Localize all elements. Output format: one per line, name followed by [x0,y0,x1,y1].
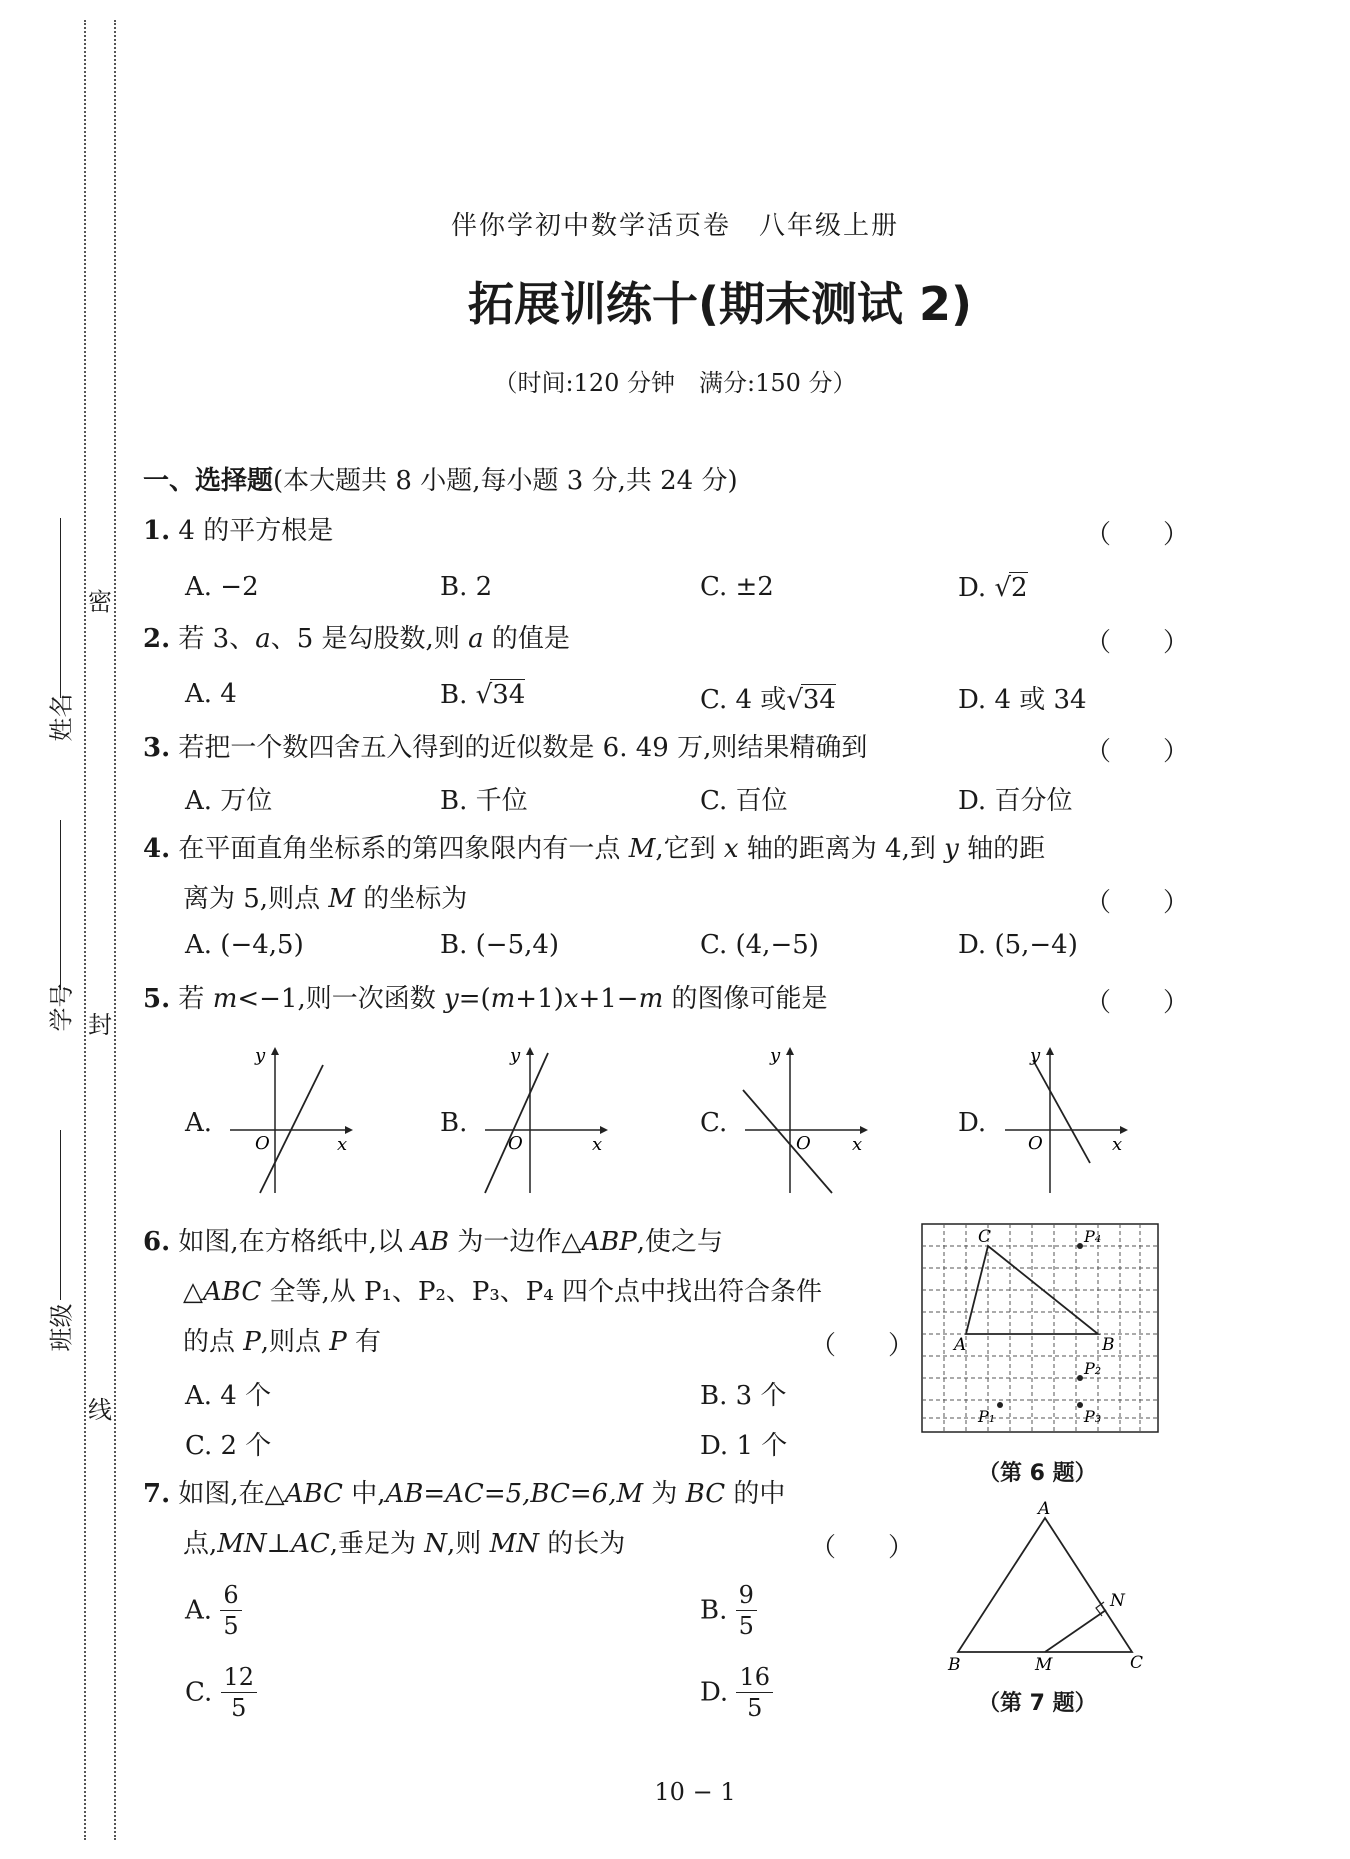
question-number: 6. [143,1227,171,1257]
option-b[interactable]: B. 3 个 [700,1381,787,1411]
text: 的中 [725,1479,786,1509]
sqrt-sign: √ [994,573,1012,603]
denominator: 5 [231,1694,247,1722]
question-7-line2 [183,1527,625,1561]
var-ac: AC [291,1529,330,1559]
numerator: 6 [220,1580,241,1611]
text: 如图,在△ [178,1479,285,1509]
denominator: 5 [738,1612,754,1640]
var-p: P [243,1327,261,1357]
student-id-field[interactable] [60,820,71,990]
var-p: P [329,1327,347,1357]
var-m: m [490,984,516,1014]
text: 的长为 [538,1529,626,1559]
y-label: y [510,1045,521,1066]
text: ,垂足为 [329,1529,425,1559]
question-text: 若把一个数四舍五入得到的近似数是 6. 49 万,则结果精确到 [178,733,868,763]
option-c[interactable] [700,679,836,716]
x-label: x [592,1134,603,1155]
segment-mn [1045,1610,1106,1652]
section-title-note: (本大题共 8 小题,每小题 3 分,共 24 分) [273,466,738,496]
option-a[interactable]: A. (−4,5) [185,930,304,960]
grid-figure [920,1222,1160,1434]
text: ,则点 [260,1327,330,1357]
denominator: 5 [223,1612,239,1640]
text: 点, [183,1529,218,1559]
option-b[interactable]: B. 千位 [440,786,528,816]
binding-feng: 封 [88,1005,112,1040]
option-d[interactable] [700,1662,773,1723]
answer-blank[interactable]: （ ） [810,1331,915,1361]
fraction [221,1662,258,1723]
text: ,使之与 [636,1227,724,1257]
label-a: A [1038,1500,1051,1519]
label-p3: P₃ [1084,1407,1102,1426]
var-ab: AB [411,1227,450,1257]
option-d-label[interactable]: D. [958,1108,987,1138]
figure-6-caption: （第 6 题） [978,1461,1097,1486]
origin-label: O [1028,1133,1043,1154]
question-number: 1. [143,516,171,546]
y-arrow [786,1047,794,1055]
question-number: 3. [143,733,171,763]
option-a[interactable]: A. −2 [185,572,259,602]
answer-blank[interactable]: （ ） [1085,988,1190,1018]
name-field[interactable] [60,518,71,698]
student-id-label: 学号 [47,983,76,1032]
question-1-stem [143,514,333,548]
page-number: 10 − 1 [654,1778,736,1806]
question-7-line1 [143,1477,785,1511]
question-6-line2 [183,1275,822,1309]
option-c-prefix: C. 4 或 [700,685,787,715]
origin-label: O [255,1133,270,1154]
var-abc: ABC [284,1479,343,1509]
question-number: 2. [143,624,171,654]
var-m: M [628,834,656,864]
text: 若 3、 [178,624,256,654]
option-b[interactable] [700,1580,757,1641]
text: +1) [515,984,564,1014]
radicand: 2 [1011,573,1028,603]
point-p4 [1077,1243,1083,1249]
y-label: y [1030,1045,1041,1066]
x-label: x [852,1134,863,1155]
text: 轴的距 [958,834,1046,864]
option-c[interactable]: C. ±2 [700,572,774,602]
var-a: a [468,624,484,654]
triangle-abc [958,1518,1132,1652]
graph-a[interactable] [225,1045,355,1195]
option-c-prefix: C. [185,1677,213,1708]
text: 的值是 [483,624,570,654]
text: 如图,在方格纸中,以 [178,1227,412,1257]
option-b-prefix: B. [440,680,476,710]
answer-blank[interactable]: （ ） [1085,520,1190,550]
answer-blank[interactable]: （ ） [1085,628,1190,658]
series-title: 伴你学初中数学活页卷 八年级上册 [450,211,899,241]
text: <−1,则一次函数 [237,984,444,1014]
text: 为 [643,1479,686,1509]
var-bc: BC [685,1479,726,1509]
text: 离为 5,则点 [183,884,329,914]
var-y: y [444,984,459,1014]
numerator: 9 [736,1580,757,1611]
question-3-stem [143,731,867,765]
question-number: 5. [143,984,171,1014]
option-c[interactable]: C. 百位 [700,786,788,816]
var-m: m [638,984,664,1014]
option-d[interactable]: D. 4 或 34 [958,685,1087,715]
question-4-line1 [143,832,1045,866]
option-b-label[interactable]: B. [440,1108,468,1138]
option-b-prefix: B. [700,1595,728,1626]
x-arrow [600,1126,608,1134]
option-d[interactable]: D. (5,−4) [958,930,1078,960]
radicand: 34 [492,680,526,710]
y-arrow [526,1047,534,1055]
binding-mi: 密 [88,582,112,617]
var-abc: ABC [203,1277,262,1307]
graph-b[interactable] [480,1045,610,1195]
page-title: 拓展训练十(期末测试 2) [467,277,973,331]
option-a[interactable] [185,1580,242,1641]
var-y: y [944,834,959,864]
text: ,则 [447,1529,490,1559]
option-a[interactable]: A. 万位 [185,786,273,816]
label-b: B [948,1655,961,1675]
text: =( [458,984,491,1014]
option-b[interactable]: B. 2 [440,572,493,602]
figure-7-caption: （第 7 题） [978,1691,1097,1716]
question-2-stem [143,622,570,656]
text: 的坐标为 [354,884,468,914]
var-m: M [328,884,355,914]
label-p4: P₄ [1084,1227,1102,1246]
function-line [743,1090,832,1193]
text: 为一边作△ [449,1227,582,1257]
label-n: N [1110,1591,1125,1611]
var-x: x [723,834,739,864]
var-m: m [212,984,238,1014]
sqrt-sign: √ [786,685,803,715]
var-n: N [424,1529,448,1559]
text: △ [183,1277,203,1307]
y-arrow [271,1047,279,1055]
text: 有 [346,1327,382,1357]
option-d[interactable]: D. 1 个 [700,1431,788,1461]
fraction [736,1662,773,1723]
numerator: 12 [221,1662,258,1693]
x-arrow [860,1126,868,1134]
y-label: y [770,1045,781,1066]
option-a[interactable]: A. 4 [185,679,237,709]
text: +1− [578,984,639,1014]
option-d-prefix: D. [958,573,995,603]
function-line [485,1053,548,1193]
var-mn: MN [217,1529,267,1559]
label-a: A [954,1335,967,1355]
text: 中, [342,1479,386,1509]
point-p1 [997,1402,1003,1408]
option-d-prefix: D. [700,1677,729,1708]
option-b[interactable]: B. (−5,4) [440,930,560,960]
origin-label: O [508,1133,523,1154]
text: ⊥ [266,1529,292,1559]
origin-label: O [796,1133,811,1154]
option-a-prefix: A. [185,1595,213,1626]
exam-meta: （时间:120 分钟 满分:150 分） [493,369,857,397]
option-a-label[interactable]: A. [185,1108,213,1138]
label-c: C [978,1227,992,1247]
option-d[interactable]: D. 百分位 [958,786,1073,816]
equation: AB=AC=5,BC=6, [385,1479,617,1509]
section-title-bold: 一、选择题 [143,466,274,496]
class-field[interactable] [60,1130,71,1300]
option-d[interactable] [958,572,1028,603]
var-x: x [563,984,579,1014]
option-c[interactable]: C. 2 个 [185,1431,272,1461]
x-arrow [345,1126,353,1134]
x-label: x [337,1134,348,1155]
question-5-stem [143,982,828,1016]
label-b: B [1102,1335,1115,1355]
text: 全等,从 P₁、P₂、P₃、P₄ 四个点中找出符合条件 [261,1277,822,1307]
class-label: 班级 [47,1303,76,1352]
question-text: 4 的平方根是 [178,516,334,546]
point-p2 [1077,1375,1083,1381]
question-number: 4. [143,834,171,864]
answer-blank[interactable]: （ ） [810,1533,915,1563]
label-p2: P₂ [1084,1359,1102,1378]
option-c[interactable] [185,1662,257,1723]
radicand: 34 [802,685,836,715]
point-p3 [1077,1402,1083,1408]
var-m: M [616,1479,644,1509]
var-mn: MN [489,1529,539,1559]
text: 轴的距离为 4,到 [738,834,945,864]
option-c-label[interactable]: C. [700,1108,728,1138]
graph-d[interactable] [1000,1045,1130,1195]
grid-border [922,1224,1158,1432]
label-p1: P₁ [978,1407,996,1426]
answer-blank[interactable]: （ ） [1085,888,1190,918]
function-line [260,1065,323,1193]
question-6-line3 [183,1325,381,1359]
x-label: x [1112,1134,1123,1155]
text: 的图像可能是 [663,984,828,1014]
text: 在平面直角坐标系的第四象限内有一点 [178,834,629,864]
x-arrow [1120,1126,1128,1134]
question-4-line2 [183,882,467,916]
option-b[interactable] [440,679,525,710]
question-6-line1 [143,1225,723,1259]
label-c: C [1130,1653,1144,1673]
text: 、5 是勾股数,则 [270,624,469,654]
numerator: 16 [736,1662,773,1693]
var-abp: ABP [581,1227,637,1257]
option-a[interactable]: A. 4 个 [185,1381,272,1411]
denominator: 5 [747,1694,763,1722]
triangle-figure [940,1500,1150,1680]
text: ,它到 [655,834,724,864]
text: 的点 [183,1327,244,1357]
text: 若 [178,984,213,1014]
option-c[interactable]: C. (4,−5) [700,930,819,960]
label-m: M [1035,1655,1053,1675]
name-label: 姓名 [47,693,76,742]
graph-c[interactable] [740,1045,870,1195]
fraction [736,1580,757,1641]
y-label: y [255,1045,266,1066]
answer-blank[interactable]: （ ） [1085,737,1190,767]
question-number: 7. [143,1479,171,1509]
sqrt-sign: √ [475,680,493,710]
section-title [143,464,738,498]
grid-lines [922,1224,1158,1432]
binding-xian: 线 [88,1390,112,1425]
fraction [220,1580,241,1641]
y-arrow [1046,1047,1054,1055]
var-a: a [255,624,271,654]
